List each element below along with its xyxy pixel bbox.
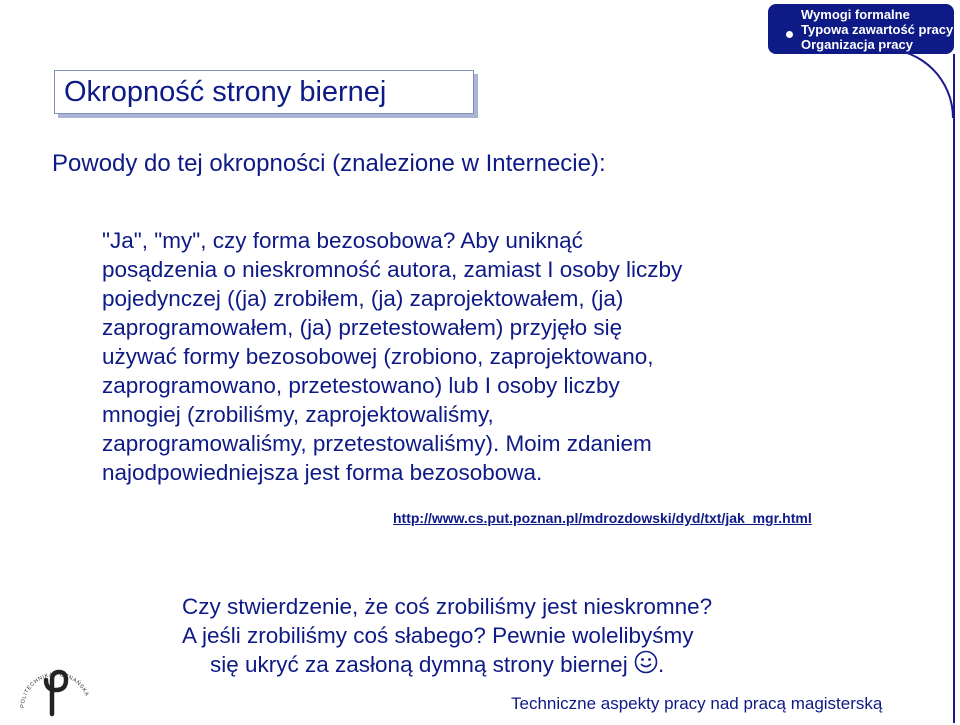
source-link[interactable]: http://www.cs.put.poznan.pl/mdrozdowski/dyd/txt/jak_mgr.html: [393, 510, 812, 526]
quote-line: zaprogramowaliśmy, przetestowaliśmy). Moim zdaniem: [102, 431, 652, 456]
slide-subtitle: Powody do tej okropności (znalezione w Internecie):: [52, 150, 606, 177]
nav-item-typical-content[interactable]: Typowa zawartość pracy: [801, 22, 954, 37]
quote-line: używać formy bezosobowej (zrobiono, zaprojektowano,: [102, 344, 654, 369]
nav-item-formal-requirements[interactable]: Wymogi formalne: [801, 7, 910, 22]
section-nav: [768, 4, 954, 54]
smiley-icon: [634, 650, 658, 681]
slide-footer: Techniczne aspekty pracy nad pracą magisterską: [511, 694, 883, 713]
closing-question: [182, 592, 712, 681]
university-logo: [12, 650, 100, 720]
question-end: .: [657, 652, 665, 677]
slide-title: Okropność strony biernej: [54, 70, 474, 114]
quote-line: "Ja", "my", czy forma bezosobowa? Aby uniknąć: [102, 228, 583, 253]
quote-line: posądzenia o nieskromność autora, zamiast I osoby liczby: [102, 257, 683, 282]
question-line: się ukryć za zasłoną dymną strony biernej: [210, 652, 628, 677]
frame-corner: [882, 48, 954, 118]
current-section-bullet-icon: [786, 31, 793, 38]
logo-ring-text: POLITECHNIKA POZNAŃSKA: [19, 671, 90, 709]
quote-line: najodpowiedniejsza jest forma bezosobowa.: [102, 460, 543, 485]
nav-item-work-organization[interactable]: Organizacja pracy: [801, 37, 913, 52]
quote-line: zaprogramowałem, (ja) przetestowałem) przyjęło się: [102, 315, 623, 340]
quote-line: zaprogramowano, przetestowano) lub I osoby liczby: [102, 373, 620, 398]
question-line-last: [182, 650, 712, 681]
quote-line: mnogiej (zrobiliśmy, zaprojektowaliśmy,: [102, 402, 494, 427]
quote-line: pojedynczej ((ja) zrobiłem, (ja) zaprojektowałem, (ja): [102, 286, 624, 311]
question-line: A jeśli zrobiliśmy coś słabego? Pewnie wolelibyśmy: [182, 623, 694, 648]
frame-right-line: [953, 54, 955, 723]
quote-paragraph: [102, 226, 862, 487]
question-line: Czy stwierdzenie, że coś zrobiliśmy jest nieskromne?: [182, 594, 713, 619]
